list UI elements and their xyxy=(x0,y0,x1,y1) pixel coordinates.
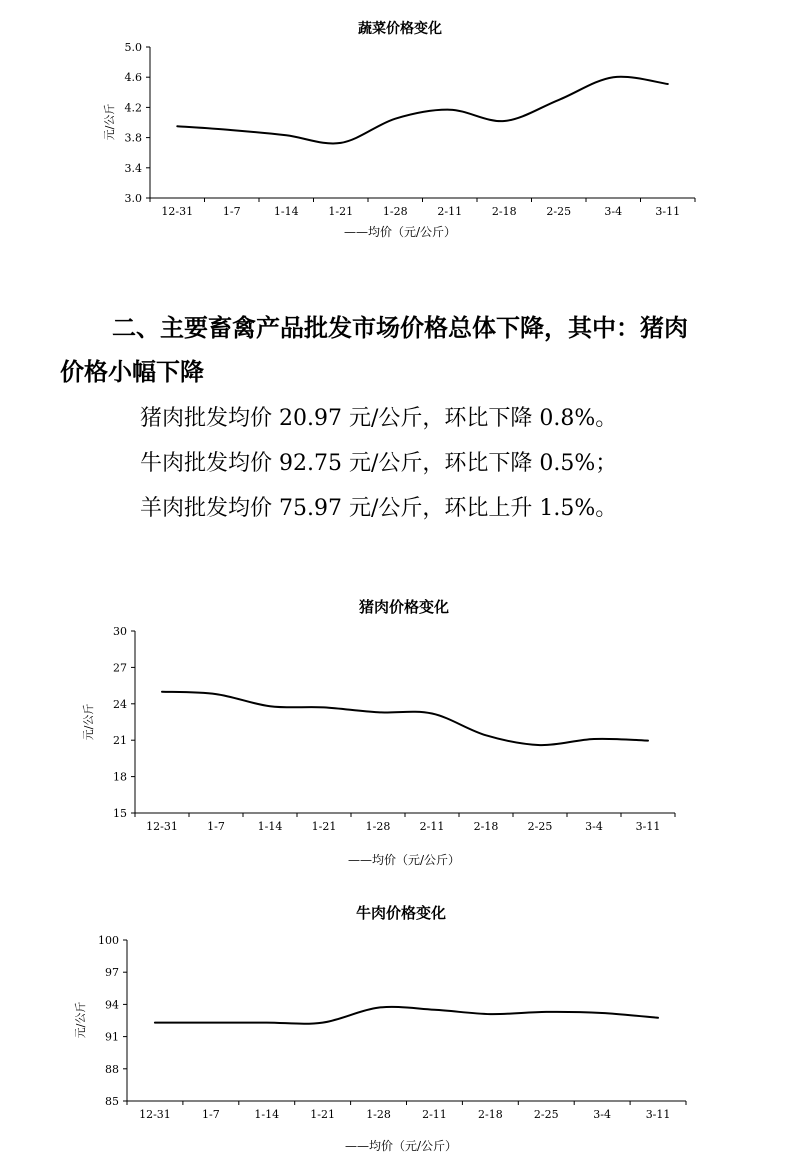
x-tick-label: 3-4 xyxy=(593,1108,612,1121)
y-tick-label: 27 xyxy=(113,661,127,675)
y-tick-label: 5.0 xyxy=(124,41,142,54)
x-tick-label: 2-25 xyxy=(527,820,553,833)
chart-title: 蔬菜价格变化 xyxy=(358,21,442,37)
x-tick-label: 2-25 xyxy=(533,1108,559,1121)
y-tick-label: 4.2 xyxy=(124,101,142,115)
y-tick-label: 94 xyxy=(105,998,119,1012)
pork-chart-svg xyxy=(0,585,798,880)
y-tick-label: 3.8 xyxy=(124,131,142,145)
x-tick-label: 2-25 xyxy=(546,205,572,218)
beef-price-chart xyxy=(0,893,798,1158)
x-tick-label: 1-7 xyxy=(207,820,225,833)
chart-legend: ——均价（元/公斤） xyxy=(344,1139,458,1153)
y-tick-label: 88 xyxy=(105,1062,119,1076)
section-heading-line2: 价格小幅下降 xyxy=(60,358,204,386)
x-tick-label: 1-21 xyxy=(328,205,354,218)
y-axis-label: 元/公斤 xyxy=(74,1001,87,1039)
vegetable-chart-svg xyxy=(0,0,798,250)
x-tick-label: 2-11 xyxy=(422,1108,447,1121)
x-tick-label: 2-18 xyxy=(473,820,499,833)
x-tick-label: 2-11 xyxy=(419,820,445,833)
y-tick-label: 3.4 xyxy=(124,161,142,175)
x-tick-label: 3-11 xyxy=(655,205,681,218)
x-tick-label: 1-21 xyxy=(310,1108,336,1121)
section-heading-line1: 二、主要畜禽产品批发市场价格总体下降，其中：猪肉 xyxy=(112,314,688,342)
y-tick-label: 85 xyxy=(105,1095,119,1108)
x-tick-label: 1-28 xyxy=(366,1108,391,1121)
y-tick-label: 100 xyxy=(98,934,119,947)
y-axis-label: 元/公斤 xyxy=(82,703,95,741)
x-tick-label: 1-7 xyxy=(201,1108,220,1121)
x-tick-label: 1-14 xyxy=(254,1108,280,1121)
y-tick-label: 15 xyxy=(113,807,127,820)
y-tick-label: 4.6 xyxy=(124,71,142,85)
beef-chart-svg xyxy=(0,893,798,1158)
x-tick-label: 1-14 xyxy=(257,820,283,833)
x-tick-label: 1-28 xyxy=(365,820,391,833)
x-tick-label: 1-7 xyxy=(222,205,241,218)
price-line xyxy=(177,77,668,144)
y-axis-label: 元/公斤 xyxy=(103,103,116,141)
x-tick-label: 12-31 xyxy=(146,820,178,833)
mutton-price-paragraph: 羊肉批发均价 75.97 元/公斤，环比上升 1.5%。 xyxy=(140,496,618,521)
x-tick-label: 3-4 xyxy=(585,820,603,833)
price-line xyxy=(155,1007,658,1024)
x-tick-label: 1-28 xyxy=(382,205,408,218)
chart-title: 猪肉价格变化 xyxy=(358,598,450,616)
x-tick-label: 12-31 xyxy=(161,205,194,218)
y-tick-label: 30 xyxy=(113,625,127,638)
y-tick-label: 3.0 xyxy=(124,192,142,205)
pork-price-chart xyxy=(0,585,798,880)
chart-legend: ——均价（元/公斤） xyxy=(347,853,461,867)
x-tick-label: 3-4 xyxy=(604,205,623,218)
x-tick-label: 1-21 xyxy=(311,820,337,833)
x-tick-label: 3-11 xyxy=(645,1108,671,1121)
y-tick-label: 97 xyxy=(105,966,119,980)
x-tick-label: 2-18 xyxy=(491,205,517,218)
x-tick-label: 2-11 xyxy=(437,205,463,218)
price-line xyxy=(162,692,648,745)
x-tick-label: 12-31 xyxy=(139,1108,171,1121)
x-tick-label: 3-11 xyxy=(635,820,661,833)
y-tick-label: 18 xyxy=(113,770,127,784)
pork-price-paragraph: 猪肉批发均价 20.97 元/公斤，环比下降 0.8%。 xyxy=(140,406,618,431)
chart-title: 牛肉价格变化 xyxy=(355,904,447,922)
vegetable-price-chart xyxy=(0,0,798,250)
y-tick-label: 24 xyxy=(113,697,127,711)
x-tick-label: 2-18 xyxy=(477,1108,503,1121)
x-tick-label: 1-14 xyxy=(273,205,299,218)
y-tick-label: 91 xyxy=(105,1030,119,1044)
beef-price-paragraph: 牛肉批发均价 92.75 元/公斤，环比下降 0.5%； xyxy=(140,451,618,476)
y-tick-label: 21 xyxy=(113,734,127,748)
chart-legend: ——均价（元/公斤） xyxy=(343,225,457,239)
